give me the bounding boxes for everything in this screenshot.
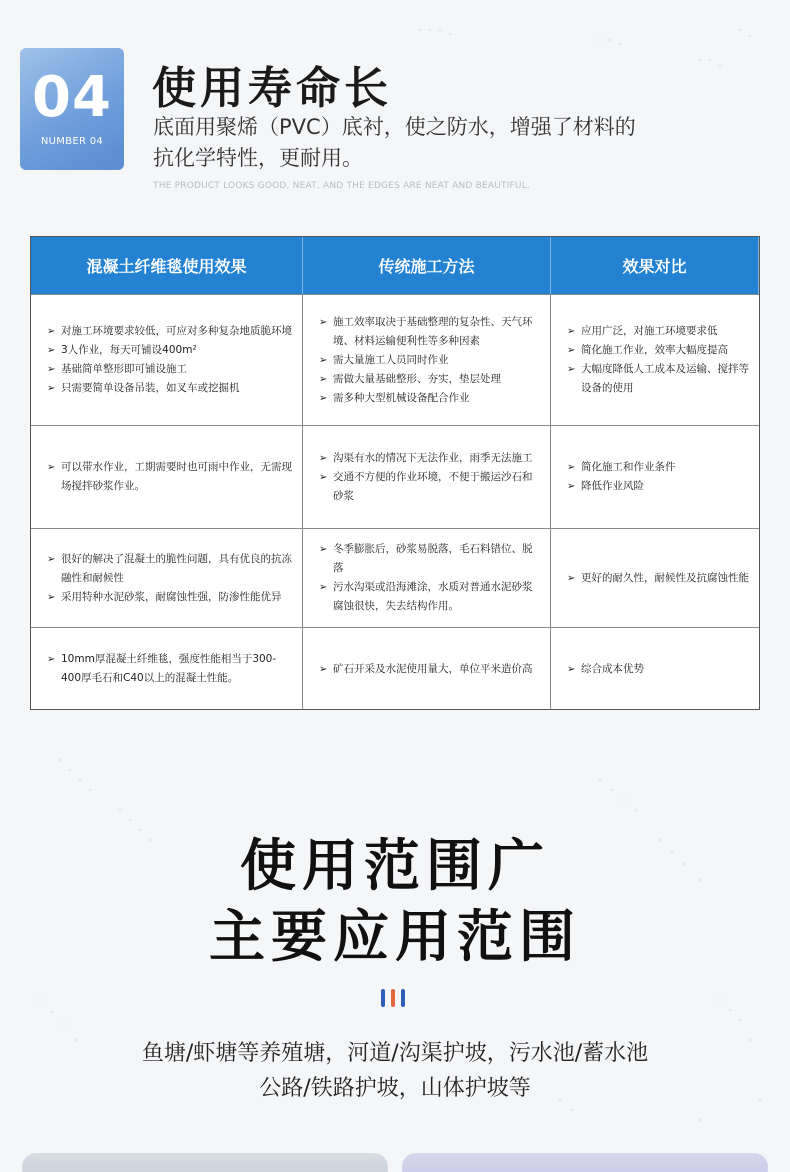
badge-label: NUMBER 04 [40,136,104,147]
table-cell [31,627,303,710]
table-bullet-item: ➢ 需大量施工人员同时作业 [319,351,540,370]
table-header-cell: 效果对比 [551,237,759,294]
divider-bars-icon [380,989,410,1007]
table-bullet-item: ➢ 综合成本优势 [567,660,749,679]
table-cell [31,425,303,528]
table-cell [31,528,303,627]
table-bullet-item: ➢ 大幅度降低人工成本及运输、搅拌等设备的使用 [567,360,749,398]
table-bullet-item: ➢ 更好的耐久性，耐候性及抗腐蚀性能 [567,569,749,588]
table-cell [303,425,551,528]
table-cell [551,528,759,627]
table-bullet-item: ➢ 需做大量基础整形、夯实，垫层处理 [319,370,540,389]
table-cell [303,627,551,710]
applications-line: 鱼塘/虾塘等养殖塘，河道/沟渠护坡，污水池/蓄水池 [141,1041,649,1066]
table-cell [303,294,551,425]
description-line: 底面用聚烯（PVC）底衬，使之防水，增强了材料的 [153,115,636,139]
table-bullet-item: ➢ 3人作业，每天可铺设400m² [47,341,292,360]
table-bullet-item: ➢ 冬季膨胀后，砂浆易脱落，毛石料错位、脱落 [319,540,540,578]
table-header-cell: 传统施工方法 [303,237,551,294]
section-number-badge [20,48,124,170]
table-bullet-item: ➢ 对施工环境要求较低，可应对多种复杂地质脆环境 [47,322,292,341]
section-title-range: 使用范围广 [240,834,550,899]
section-description [153,112,753,174]
section-tagline: THE PRODUCT LOOKS GOOD, NEAT, AND THE EDGES ARE NEAT AND BEAUTIFUL. [153,181,530,191]
applications-line: 公路/铁路护坡，山体护坡等 [259,1076,531,1101]
table-bullet-item: ➢ 矿石开采及水泥使用量大，单位平米造价高 [319,660,540,679]
table-header-cell: 混凝土纤维毯使用效果 [31,237,303,294]
application-image-card [22,1153,388,1172]
table-bullet-item: ➢ 基础简单整形即可铺设施工 [47,360,292,379]
table-bullet-item: ➢ 简化施工作业，效率大幅度提高 [567,341,749,360]
table-cell [551,627,759,710]
table-bullet-item: ➢ 需多种大型机械设备配合作业 [319,389,540,408]
table-bullet-item: ➢ 简化施工和作业条件 [567,458,749,477]
table-bullet-item: ➢ 可以带水作业，工期需要时也可雨中作业，无需现场搅拌砂浆作业。 [47,458,292,496]
table-bullet-item: ➢ 施工效率取决于基础整理的复杂性、天气环境、材料运输便利性等多种因素 [319,313,540,351]
table-bullet-item: ➢ 只需要简单设备吊装，如叉车或挖掘机 [47,379,292,398]
table-cell [303,528,551,627]
badge-number: 04 [32,65,112,130]
table-bullet-item: ➢ 沟渠有水的情况下无法作业，雨季无法施工 [319,449,540,468]
table-cell [551,294,759,425]
table-bullet-item: ➢ 很好的解决了混凝土的脆性问题，具有优良的抗冻融性和耐候性 [47,550,292,588]
table-bullet-item: ➢ 10mm厚混凝土纤维毯，强度性能相当于300-400厚毛石和C40以上的混凝土性能。 [47,650,292,688]
applications-list [0,1036,790,1106]
application-image-card [402,1153,768,1172]
section-title-lifespan: 使用寿命长 [152,63,392,114]
table-bullet-item: ➢ 降低作业风险 [567,477,749,496]
comparison-table [30,236,760,710]
table-bullet-item: ➢ 应用广泛，对施工环境要求低 [567,322,749,341]
table-bullet-item: ➢ 交通不方便的作业环境，不便于搬运沙石和砂浆 [319,468,540,506]
section-title-applications: 主要应用范围 [209,905,581,970]
table-bullet-item: ➢ 污水沟渠或沿海滩涂，水质对普通水泥砂浆腐蚀很快，失去结构作用。 [319,578,540,616]
table-cell [551,425,759,528]
table-cell [31,294,303,425]
description-line: 抗化学特性，更耐用。 [153,146,363,170]
table-bullet-item: ➢ 采用特种水泥砂浆，耐腐蚀性强，防渗性能优异 [47,588,292,607]
